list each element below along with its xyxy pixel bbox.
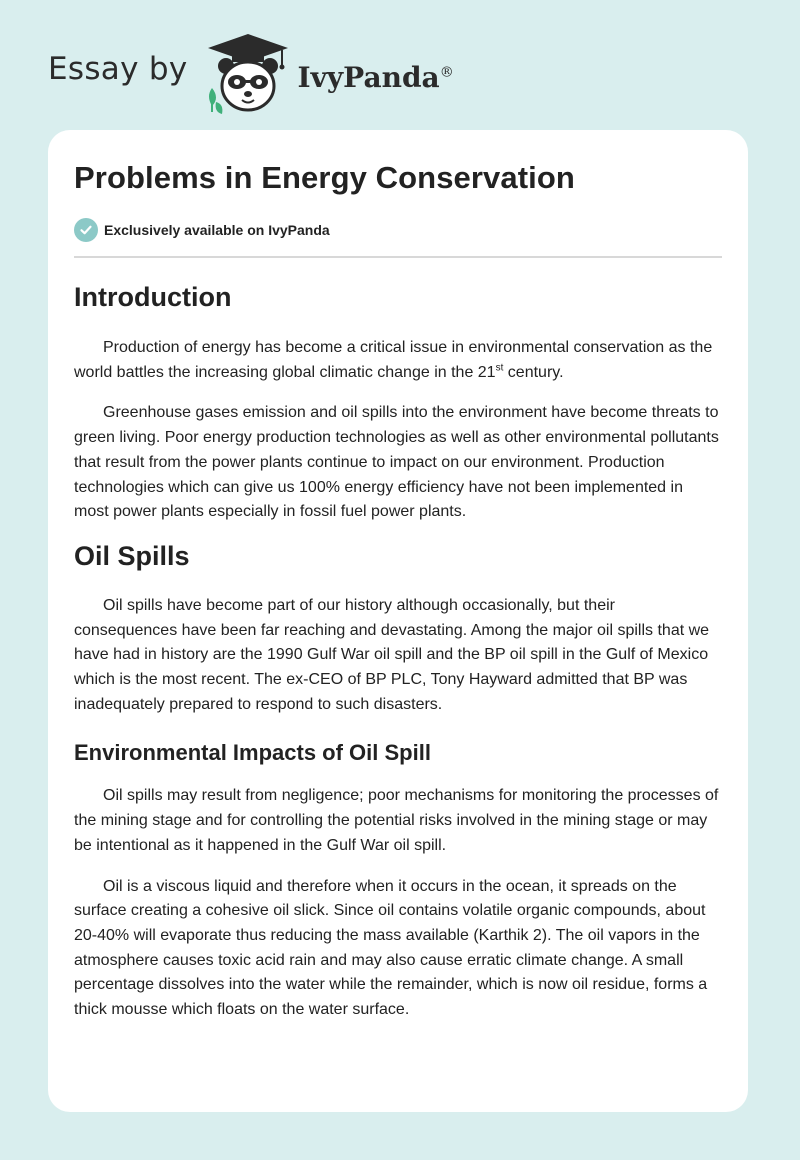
paragraph: Production of energy has become a critical issue in environmental conservation as the world battles the increasing global climatic change in the 21st century. <box>74 339 713 381</box>
paragraph: Oil is a viscous liquid and therefore when it occurs in the ocean, it spreads on the surface creating a cohesive oil slick. Since oil contains volatile organic compounds, about 20-40% will evaporate thus reducing the mass available (Karthik 2). The oil vapors in the atmosphere causes toxic acid rain and may also cause erratic climate change. A small percentage dissolves into the water while the remainder, which is now oil residue, forms a thick mousse which floats on the water surface. <box>74 877 708 1019</box>
availability-badge <box>74 218 722 242</box>
section-heading-oil-spills: Oil Spills <box>74 540 190 571</box>
paragraph: Oil spills may result from negligence; poor mechanisms for monitoring the processes of the mining stage and for controlling the potential risks involved in the mining stage or may be intentional as it happened in the Gulf War oil spill. <box>74 787 719 854</box>
essay-card <box>48 130 748 1112</box>
site-header <box>48 30 454 120</box>
paragraph: Oil spills have become part of our history although occasionally, but their consequences have been far reaching and devastating. Among the major oil spills that we have had in history are the 1990 Gulf War oil spill and the BP oil spill in the Gulf of Mexico which is the most recent. The ex-CEO of BP PLC, Tony Hayward admitted that BP was inadequately prepared to respond to such disasters. <box>74 596 710 713</box>
section-heading-introduction: Introduction <box>74 282 232 312</box>
panda-logo-icon[interactable] <box>202 32 294 118</box>
check-circle-icon <box>74 218 98 242</box>
availability-text: Exclusively available on IvyPanda <box>104 222 330 238</box>
paragraph: Greenhouse gases emission and oil spills into the environment have become threats to green living. Poor energy production technologies as well as other environmental pollutants that result from the power plants continue to impact on our environment. Production technologies which can give us 100% energy efficiency have not been implemented in most power plants especially in fossil fuel power plants. <box>74 404 719 521</box>
brand-name[interactable]: IvyPanda® <box>297 60 454 94</box>
brand-prefix: Essay by <box>48 51 188 87</box>
divider <box>74 256 722 258</box>
section-heading-environmental-impacts: Environmental Impacts of Oil Spill <box>74 740 431 766</box>
page-title: Problems in Energy Conservation <box>74 160 575 195</box>
